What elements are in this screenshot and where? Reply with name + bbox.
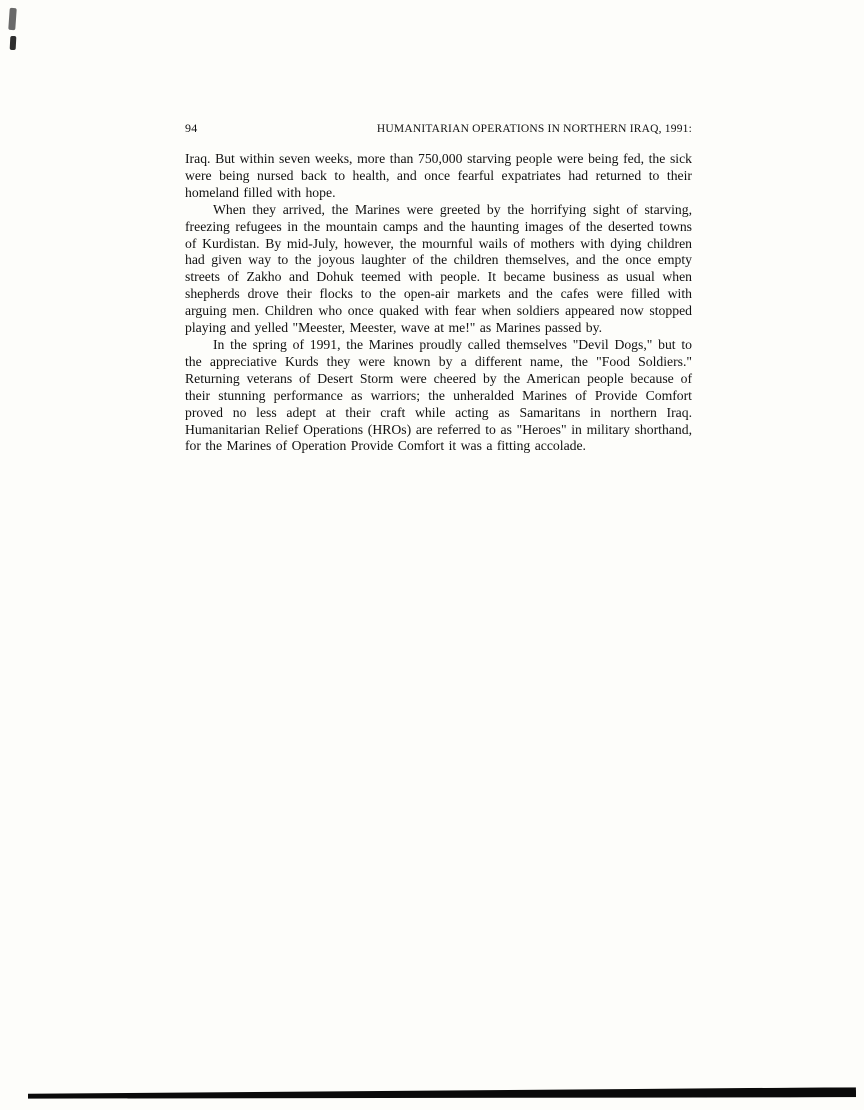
page-number: 94 [185, 121, 198, 135]
body-text [185, 151, 692, 455]
paragraph: Iraq. But within seven weeks, more than 750,000 starving people were being fed, the sick were being nursed back to health, and once fearful expatriates had returned to their homeland filled with hope. [185, 151, 692, 200]
paragraph: In the spring of 1991, the Marines proudly called themselves "Devil Dogs," but to the appreciative Kurds they were known by a different name, the "Food Soldiers." Returning veterans of Desert Storm were cheered by the American people because of their stunning performance as warriors; the unheralded Marines of Provide Comfort proved no less adept at their craft while acting as Samaritans in northern Iraq. Humanitarian Relief Operations (HROs) are referred to as "Heroes" in military shorthand, for the Marines of Operation Provide Comfort it was a fitting accolade. [185, 336, 692, 454]
running-head: HUMANITARIAN OPERATIONS IN NORTHERN IRAQ, 1991: [376, 123, 692, 135]
scan-artifact-mark [8, 8, 17, 30]
scan-artifact-bar [28, 1087, 856, 1101]
paragraph: When they arrived, the Marines were greeted by the horrifying sight of starving, freezing refugees in the mountain camps and the haunting images of the deserted towns of Kurdistan. By mid-July, however, the mournful wails of mothers with dying children had given way to the joyous laughter of the children themselves, and the once empty streets of Zakho and Dohuk teemed with people. It became business as usual when shepherds drove their flocks to the open-air markets and the cafes were filled with arguing men. Children who once quaked with fear when soldiers appeared now stopped playing and yelled "Meester, Meester, wave at me!" as Marines passed by. [185, 201, 692, 336]
scan-artifact-mark [10, 36, 17, 50]
page-header [185, 121, 692, 136]
page-content [185, 121, 692, 455]
